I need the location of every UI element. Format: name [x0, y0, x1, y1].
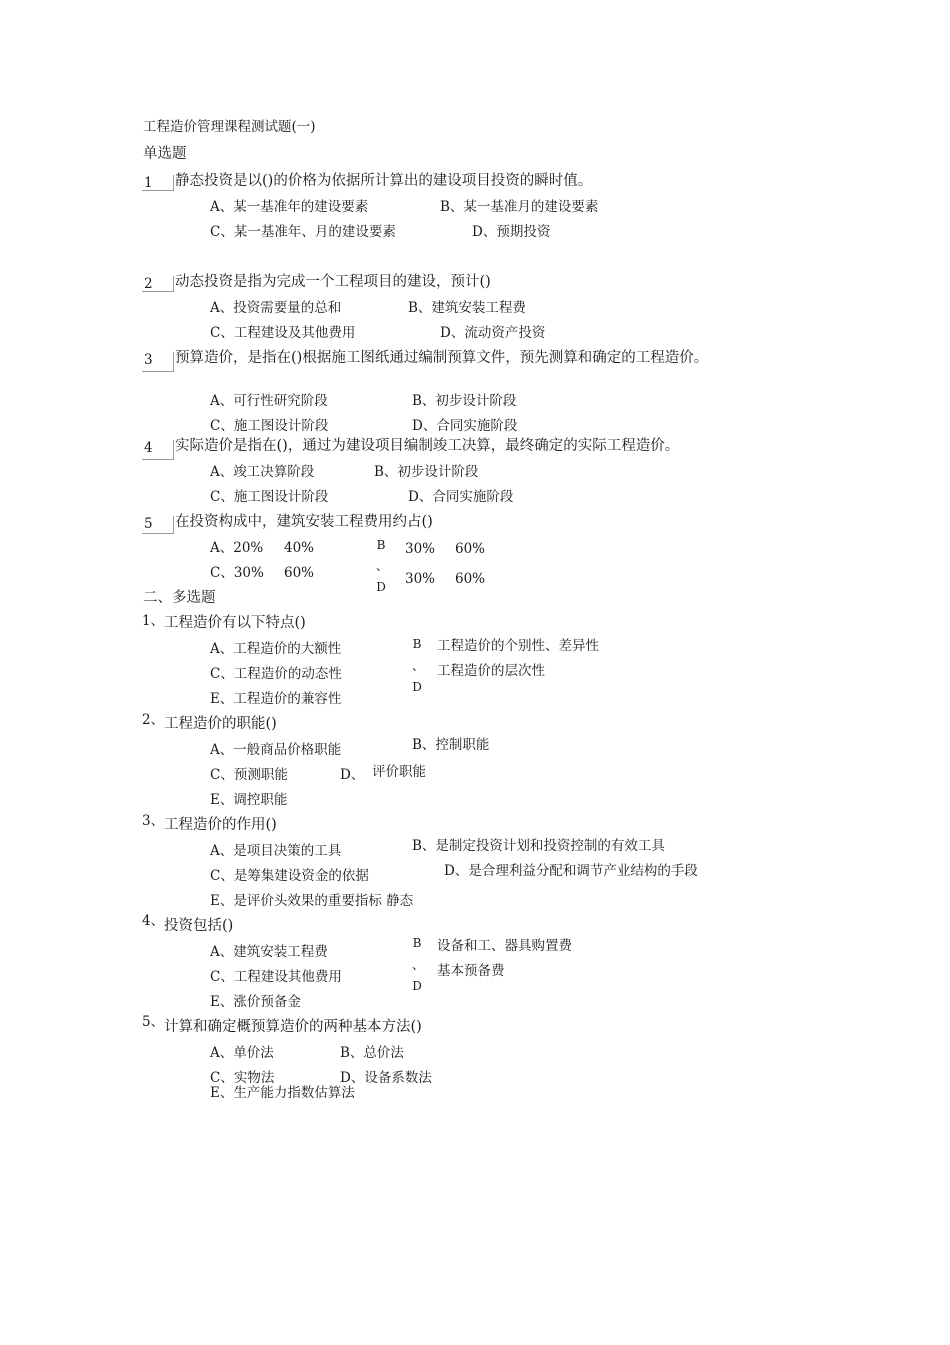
- option: B、是制定投资计划和投资控制的有效工具: [412, 838, 665, 854]
- option: B、某一基准月的建设要素: [440, 199, 599, 215]
- option: A、某一基准年的建设要素: [210, 199, 369, 215]
- option: A、单价法: [210, 1045, 274, 1061]
- question-number: 5: [142, 516, 174, 534]
- option-value: 60%: [284, 565, 315, 581]
- option: 设备和工、器具购置费: [437, 938, 572, 954]
- option: 工程造价的层次性: [437, 663, 545, 679]
- question-number: 4: [142, 440, 174, 460]
- option: E、涨价预备金: [210, 994, 301, 1010]
- option: E、调控职能: [210, 792, 288, 808]
- question-number: 2: [142, 276, 174, 292]
- question-number: 1: [142, 175, 174, 191]
- option-value: 40%: [284, 540, 315, 556]
- question-text: 工程造价的职能(): [164, 716, 277, 732]
- option-value: 60%: [455, 541, 486, 557]
- option-label: D: [412, 680, 422, 694]
- question-text: 预算造价，是指在()根据施工图纸通过编制预算文件，预先测算和确定的工程造价。: [175, 350, 709, 366]
- question-text: 静态投资是以()的价格为依据所计算出的建设项目投资的瞬时值。: [175, 173, 593, 189]
- question-text: 动态投资是指为完成一个工程项目的建设，预计(): [175, 274, 491, 290]
- document-title: 工程造价管理课程测试题(一): [143, 119, 316, 135]
- question-text: 计算和确定概预算造价的两种基本方法(): [164, 1019, 422, 1035]
- option-label: D: [412, 979, 422, 993]
- option: D、设备系数法: [340, 1070, 432, 1086]
- option: C、预测职能: [210, 767, 288, 783]
- question-text: 工程造价有以下特点(): [164, 615, 306, 631]
- option: D、是合理利益分配和调节产业结构的手段: [444, 863, 698, 879]
- section-heading-multi: 二、多选题: [143, 590, 216, 606]
- option: A、一般商品价格职能: [210, 742, 342, 758]
- option: 工程造价的个别性、差异性: [437, 638, 599, 654]
- option: A、是项目决策的工具: [210, 843, 342, 859]
- option: D、预期投资: [472, 224, 551, 240]
- question-number: 3、: [142, 813, 165, 829]
- option: A、投资需要量的总和: [210, 300, 342, 316]
- option: D、合同实施阶段: [412, 418, 518, 434]
- option: 评价职能: [372, 764, 426, 780]
- option: E、工程造价的兼容性: [210, 691, 342, 707]
- option: D、流动资产投资: [440, 325, 546, 341]
- option: B、控制职能: [412, 737, 490, 753]
- option: E、是评价头效果的重要指标 静态: [210, 893, 414, 909]
- option: B、建筑安装工程费: [408, 300, 526, 316]
- option-label: 、: [412, 958, 425, 972]
- option: A、工程造价的大额性: [210, 641, 342, 657]
- question-text: 投资包括(): [164, 918, 234, 934]
- option: A、竣工决算阶段: [210, 464, 315, 480]
- option: C、工程造价的动态性: [210, 666, 342, 682]
- option: A、建筑安装工程费: [210, 944, 328, 960]
- option: A、可行性研究阶段: [210, 393, 328, 409]
- option: C、实物法: [210, 1070, 275, 1086]
- option-value: 30%: [405, 571, 436, 587]
- option-label: 、: [412, 659, 425, 673]
- question-number: 5、: [142, 1014, 165, 1030]
- option: C、某一基准年、月的建设要素: [210, 224, 396, 240]
- option: A、20%: [210, 540, 264, 556]
- option-label: B: [412, 936, 422, 950]
- option: D、合同实施阶段: [408, 489, 514, 505]
- option: 基本预备费: [437, 963, 505, 979]
- option-label: D: [376, 580, 386, 594]
- option: B、初步设计阶段: [412, 393, 517, 409]
- option-value: 60%: [455, 571, 486, 587]
- option-label: B: [376, 538, 386, 552]
- option: C、工程建设及其他费用: [210, 325, 356, 341]
- option-label: B: [412, 637, 422, 651]
- question-number: 1、: [142, 613, 165, 629]
- option: C、施工图设计阶段: [210, 489, 329, 505]
- option-label: D、: [340, 767, 365, 783]
- option: C、是筹集建设资金的依据: [210, 868, 369, 884]
- option: C、30%: [210, 565, 264, 581]
- section-heading-single: 单选题: [143, 146, 187, 162]
- question-number: 2、: [142, 712, 165, 728]
- question-number: 3: [142, 352, 174, 372]
- question-text: 实际造价是指在()，通过为建设项目编制竣工决算，最终确定的实际工程造价。: [175, 438, 680, 454]
- option: E、生产能力指数估算法: [210, 1085, 355, 1101]
- question-text: 在投资构成中，建筑安装工程费用约占(): [175, 514, 433, 530]
- question-number: 4、: [142, 913, 165, 929]
- option: C、工程建设其他费用: [210, 969, 342, 985]
- option-value: 30%: [405, 541, 436, 557]
- option: C、施工图设计阶段: [210, 418, 329, 434]
- option: B、初步设计阶段: [374, 464, 479, 480]
- question-text: 工程造价的作用(): [164, 817, 277, 833]
- option: B、总价法: [340, 1045, 404, 1061]
- option-label: 、: [376, 559, 389, 573]
